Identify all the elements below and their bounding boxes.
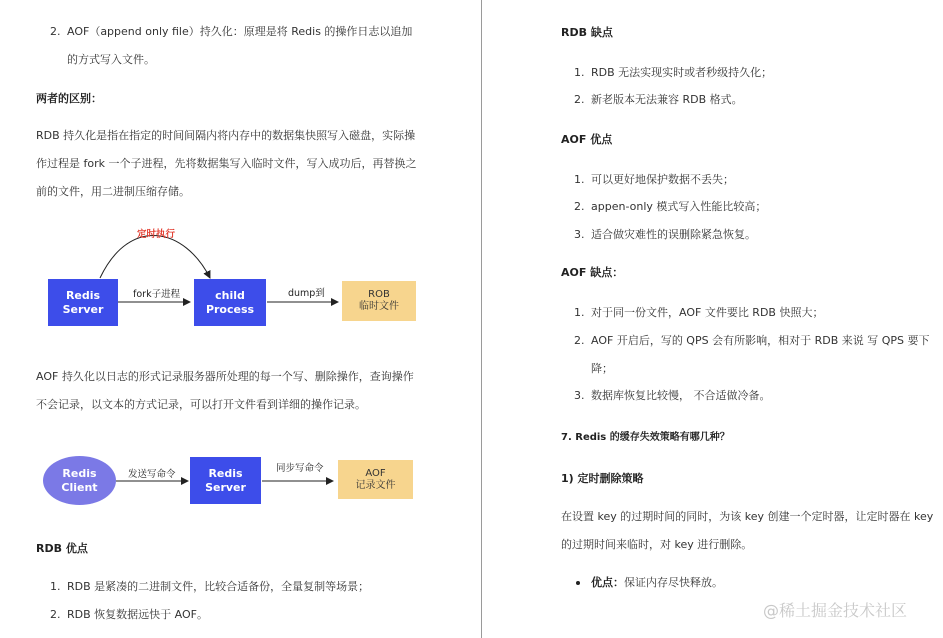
- aof-pro-item: 适合做灾难性的误删除紧急恢复。: [591, 228, 756, 241]
- list-number: 2.: [50, 608, 61, 621]
- aof-con-item: 对于同一份文件，AOF 文件要比 RDB 快照大；: [591, 306, 824, 319]
- bullet-dot: [576, 581, 580, 585]
- list-number: 2.: [50, 25, 61, 38]
- aof-cons-heading: AOF 缺点：: [561, 266, 624, 279]
- aof-para-line2: 不会记录，以文本的方式记录，可以打开文件看到详细的操作记录。: [36, 398, 366, 411]
- aof-con-item: 数据库恢复比较慢， 不合适做冷备。: [591, 389, 771, 402]
- aof-item-line1: AOF（append only file）持久化：原理是将 Redis 的操作日志以追加: [67, 25, 413, 38]
- rdb-cons-heading: RDB 缺点: [561, 26, 613, 39]
- rdb-pro-item: RDB 恢复数据远快于 AOF。: [67, 608, 208, 621]
- timed-para-line2: 的过期时间来临时，对 key 进行删除。: [561, 538, 753, 551]
- aof-para-line1: AOF 持久化以日志的形式记录服务器所处理的每一个写、删除操作，查询操作: [36, 370, 414, 383]
- aof-file-note: AOF 记录文件: [338, 460, 413, 499]
- list-number: 2.: [574, 334, 585, 347]
- aof-con-item-cont: 降；: [591, 362, 613, 375]
- redis-server-box: Redis Server: [48, 279, 118, 326]
- rob-file-note: ROB 临时文件: [342, 281, 416, 321]
- dump-label: dump到: [288, 288, 325, 299]
- list-number: 2.: [574, 200, 585, 213]
- bullet-label: 优点：: [591, 576, 624, 589]
- list-number: 1.: [574, 173, 585, 186]
- redis-server-box-2: Redis Server: [190, 457, 261, 504]
- watermark: @稀土掘金技术社区: [763, 601, 908, 620]
- redis-client-ellipse: Redis Client: [43, 456, 116, 505]
- diff-heading: 两者的区别：: [36, 92, 102, 105]
- right-page: [483, 0, 943, 638]
- timer-label: 定时执行: [137, 229, 176, 240]
- timed-delete-heading: 1) 定时删除策略: [561, 472, 644, 485]
- fork-label: fork子进程: [133, 289, 181, 300]
- aof-item-line2: 的方式写入文件。: [67, 53, 155, 66]
- rdb-para-line3: 前的文件，用二进制压缩存储。: [36, 185, 190, 198]
- rdb-pro-item: RDB 是紧凑的二进制文件，比较合适备份，全量复制等场景；: [67, 580, 370, 593]
- rdb-para-line1: RDB 持久化是指在指定的时间间隔内将内存中的数据集快照写入磁盘，实际操: [36, 129, 416, 142]
- rdb-pros-heading: RDB 优点: [36, 542, 88, 555]
- send-command-label: 发送写命令: [128, 469, 176, 480]
- child-process-box: child Process: [194, 279, 266, 326]
- aof-pro-item: appen-only 模式写入性能比较高；: [591, 200, 767, 213]
- list-number: 1.: [574, 66, 585, 79]
- sync-command-label: 同步写命令: [276, 463, 324, 474]
- list-number: 2.: [574, 93, 585, 106]
- list-number: 3.: [574, 389, 585, 402]
- aof-pros-heading: AOF 优点: [561, 133, 613, 146]
- timed-para-line1: 在设置 key 的过期时间的同时，为该 key 创建一个定时器，让定时器在 key: [561, 510, 934, 523]
- q7-heading: 7. Redis 的缓存失效策略有哪几种？: [561, 432, 730, 443]
- list-number: 1.: [574, 306, 585, 319]
- aof-pro-item: 可以更好地保护数据不丢失；: [591, 173, 734, 186]
- aof-con-item: AOF 开启后，写的 QPS 会有所影响，相对于 RDB 来说 写 QPS 要下: [591, 334, 930, 347]
- bullet-text: 保证内存尽快释放。: [624, 576, 723, 589]
- list-number: 3.: [574, 228, 585, 241]
- rdb-con-item: RDB 无法实现实时或者秒级持久化；: [591, 66, 773, 79]
- rdb-para-line2: 作过程是 fork 一个子进程，先将数据集写入临时文件，写入成功后，再替换之: [36, 157, 417, 170]
- rdb-con-item: 新老版本无法兼容 RDB 格式。: [591, 93, 743, 106]
- list-number: 1.: [50, 580, 61, 593]
